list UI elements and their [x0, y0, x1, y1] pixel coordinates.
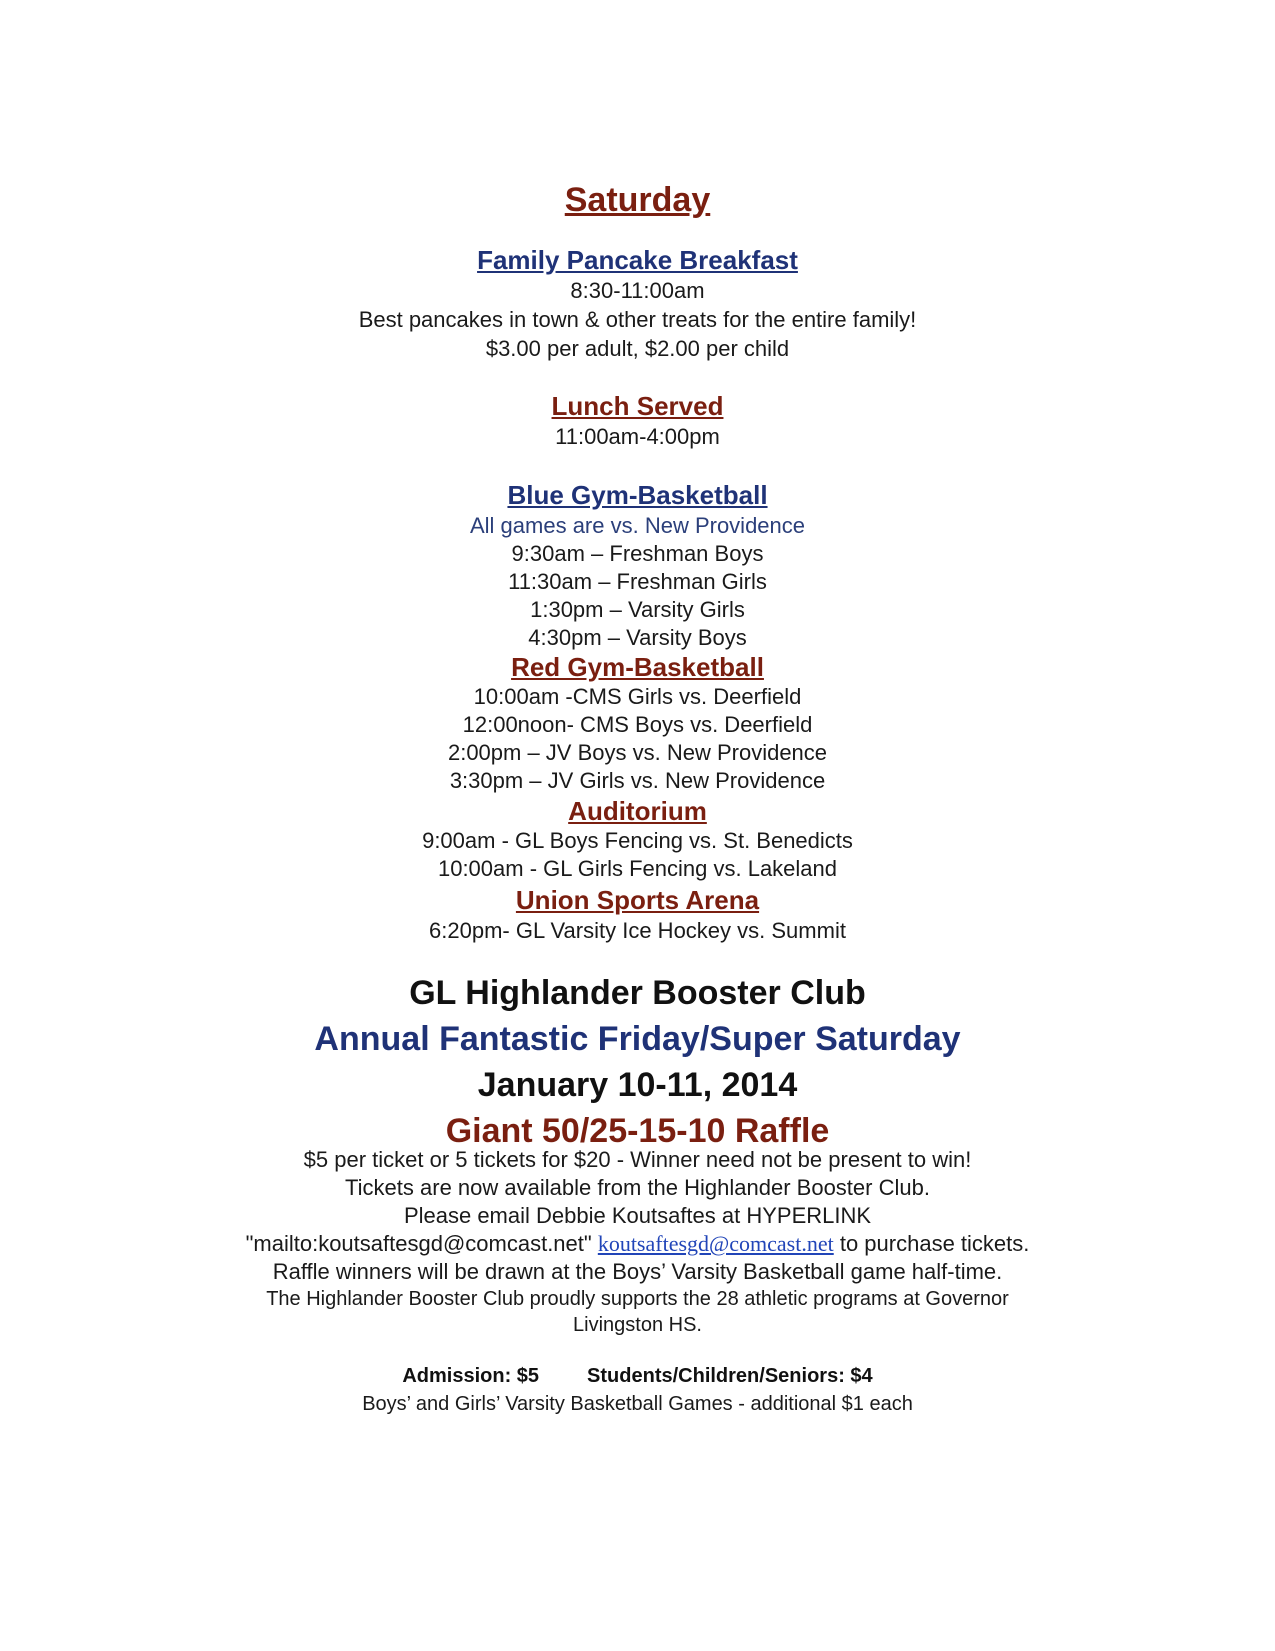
lunch-time: 11:00am-4:00pm — [555, 424, 720, 449]
lunch-section — [0, 390, 1275, 451]
auditorium-heading: Auditorium — [568, 796, 707, 826]
blue-gym-section — [0, 479, 1275, 652]
auditorium-section — [0, 795, 1275, 883]
club-event-title: Annual Fantastic Friday/Super Saturday — [314, 1020, 961, 1058]
raffle-details — [0, 1146, 1275, 1338]
raffle-title: Giant 50/25-15-10 Raffle — [445, 1112, 830, 1150]
blue-gym-heading: Blue Gym-Basketball — [507, 480, 768, 510]
admission-note: Boys’ and Girls’ Varsity Basketball Games - additional $1 each — [362, 1393, 913, 1415]
breakfast-price: $3.00 per adult, $2.00 per child — [485, 336, 790, 361]
lunch-heading: Lunch Served — [551, 391, 724, 421]
email-link[interactable]: koutsaftesgd@comcast.net — [597, 1231, 834, 1256]
admission-general: Admission: $5 — [402, 1365, 540, 1387]
red-gym-game: 12:00noon- CMS Boys vs. Deerfield — [462, 712, 813, 737]
raffle-availability-line: Tickets are now available from the Highlander Booster Club. — [345, 1175, 930, 1200]
raffle-price-line: $5 per ticket or 5 tickets for $20 - Winner need not be present to win! — [303, 1147, 972, 1172]
red-gym-game: 2:00pm – JV Boys vs. New Providence — [447, 740, 828, 765]
club-header — [0, 970, 1275, 1154]
red-gym-game: 10:00am -CMS Girls vs. Deerfield — [473, 684, 802, 709]
auditorium-event: 10:00am - GL Girls Fencing vs. Lakeland — [437, 856, 838, 881]
union-arena-section — [0, 884, 1275, 945]
breakfast-description: Best pancakes in town & other treats for the entire family! — [358, 307, 917, 332]
raffle-drawing-line: Raffle winners will be drawn at the Boys’ Varsity Basketball game half-time. — [272, 1259, 1003, 1284]
blue-gym-game: 9:30am – Freshman Boys — [511, 541, 764, 566]
club-support-line: The Highlander Booster Club proudly supports the 28 athletic programs at Governor — [266, 1288, 1009, 1310]
breakfast-time: 8:30-11:00am — [570, 278, 705, 303]
union-arena-event: 6:20pm- GL Varsity Ice Hockey vs. Summit — [429, 918, 846, 943]
red-gym-heading: Red Gym-Basketball — [511, 652, 764, 682]
breakfast-heading: Family Pancake Breakfast — [477, 245, 798, 275]
raffle-email-intro: Please email Debbie Koutsaftes at HYPERLINK — [403, 1203, 872, 1228]
red-gym-game: 3:30pm – JV Girls vs. New Providence — [449, 768, 826, 793]
raffle-email-prefix: "mailto:koutsaftesgd@comcast.net" — [245, 1231, 598, 1256]
admission-discount: Students/Children/Seniors: $4 — [587, 1365, 873, 1387]
raffle-email-line — [0, 1230, 1275, 1258]
auditorium-event: 9:00am - GL Boys Fencing vs. St. Benedicts — [422, 828, 853, 853]
club-support-line-2: Livingston HS. — [573, 1314, 702, 1336]
raffle-email-suffix: to purchase tickets. — [833, 1231, 1030, 1256]
blue-gym-game: 1:30pm – Varsity Girls — [530, 597, 745, 622]
admission-section — [0, 1362, 1275, 1418]
red-gym-section — [0, 651, 1275, 795]
blue-gym-game: 4:30pm – Varsity Boys — [528, 625, 747, 650]
club-name: GL Highlander Booster Club — [409, 974, 866, 1012]
club-event-date: January 10-11, 2014 — [477, 1066, 798, 1104]
blue-gym-game: 11:30am – Freshman Girls — [508, 569, 767, 594]
breakfast-section — [0, 244, 1275, 363]
admission-prices — [0, 1362, 1275, 1390]
page-title: Saturday — [564, 181, 711, 219]
union-arena-heading: Union Sports Arena — [515, 885, 760, 915]
blue-gym-note: All games are vs. New Providence — [469, 513, 806, 538]
